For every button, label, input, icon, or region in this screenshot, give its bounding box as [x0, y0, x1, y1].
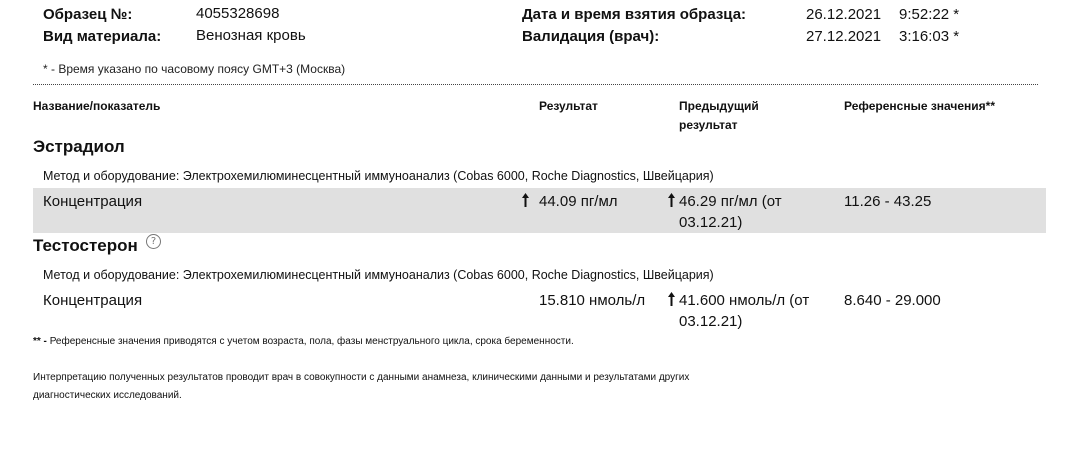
col-name-header: Название/показатель — [33, 99, 161, 113]
reference-footnote — [33, 336, 574, 347]
col-previous-header-line2: результат — [679, 118, 738, 132]
row-previous-line2: 03.12.21) — [679, 214, 743, 231]
col-previous-header — [679, 97, 759, 135]
interpretation-line2: диагностических исследований. — [33, 390, 182, 401]
row-reference-testosterone: 8.640 - 29.000 — [844, 292, 941, 309]
row-reference-estradiol: 11.26 - 43.25 — [844, 193, 932, 210]
method-estradiol: Метод и оборудование: Электрохемилюминесцентный иммуноанализ (Cobas 6000, Roche Diagnostics, Швейцария) — [43, 169, 714, 183]
arrow-up-icon — [667, 192, 676, 212]
row-result-testosterone: 15.810 нмоль/л — [539, 292, 646, 309]
reference-footnote-mark: ** - — [33, 336, 47, 347]
row-previous-testosterone — [679, 290, 809, 332]
material-value: Венозная кровь — [196, 27, 306, 44]
arrow-up-icon — [667, 291, 676, 311]
row-name-estradiol: Концентрация — [43, 193, 143, 210]
col-previous-header-line1: Предыдущий — [679, 99, 759, 113]
reference-footnote-text: Референсные значения приводятся с учетом возраста, пола, фазы менструального цикла, срока беременности. — [49, 336, 574, 347]
row-result-estradiol: 44.09 пг/мл — [539, 193, 618, 210]
col-reference-header: Референсные значения** — [844, 99, 996, 113]
row-previous-line1: 46.29 пг/мл (от — [679, 193, 782, 210]
section-title-testosterone: Тестостерон — [33, 236, 138, 255]
validation-label: Валидация (врач): — [522, 28, 660, 45]
sample-number-label: Образец №: — [43, 6, 133, 23]
validation-date-value: 27.12.2021 — [806, 28, 882, 45]
timezone-note: * - Время указано по часовому поясу GMT+3 (Москва) — [43, 62, 346, 76]
arrow-up-icon — [521, 192, 530, 212]
validation-time-value: 3:16:03 * — [899, 28, 960, 45]
row-previous-line1: 41.600 нмоль/л (от — [679, 292, 810, 309]
sample-datetime-label: Дата и время взятия образца: — [522, 6, 747, 23]
sample-date-value: 26.12.2021 — [806, 6, 882, 23]
interpretation-note — [33, 369, 689, 405]
row-previous-line2: 03.12.21) — [679, 313, 743, 330]
sample-number-value: 4055328698 — [196, 5, 280, 22]
material-label: Вид материала: — [43, 28, 162, 45]
row-previous-estradiol — [679, 191, 782, 233]
header-divider — [33, 84, 1038, 85]
sample-time-value: 9:52:22 * — [899, 6, 960, 23]
col-result-header: Результат — [539, 99, 598, 113]
interpretation-line1: Интерпретацию полученных результатов проводит врач в совокупности с данными анамнеза, клиническими данными и результатами других — [33, 372, 690, 383]
row-name-testosterone: Концентрация — [43, 292, 143, 309]
method-testosterone: Метод и оборудование: Электрохемилюминесцентный иммуноанализ (Cobas 6000, Roche Diagnostics, Швейцария) — [43, 268, 714, 282]
section-title-estradiol: Эстрадиол — [33, 137, 125, 156]
help-circle-icon[interactable]: ? — [146, 234, 161, 249]
